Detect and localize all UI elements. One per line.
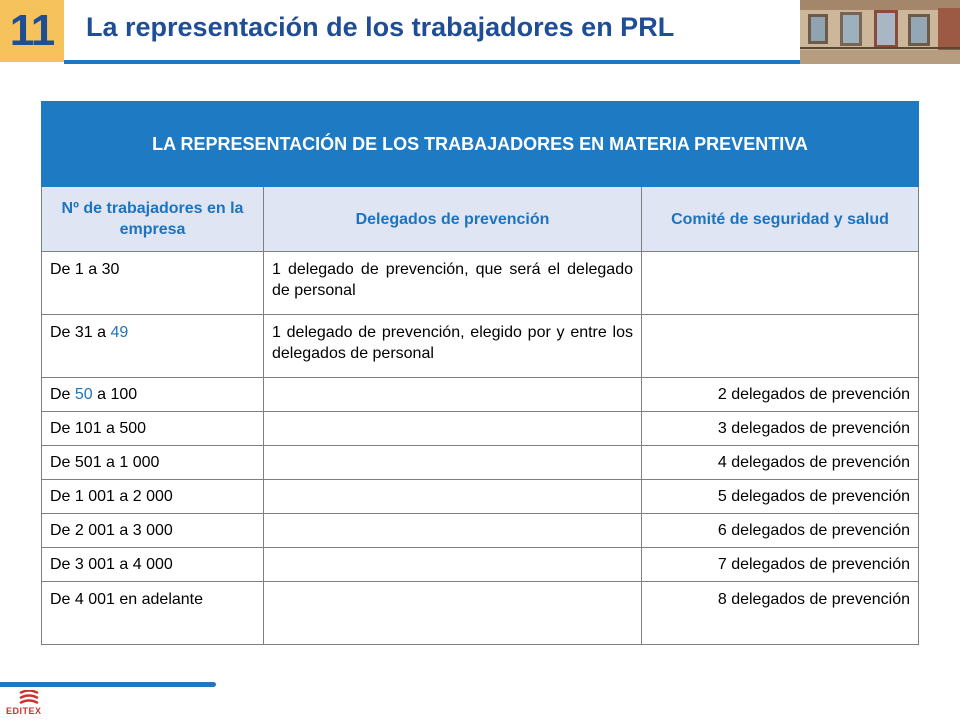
- delegates-cell: [264, 412, 642, 446]
- committee-cell: 5 delegados de prevención: [642, 480, 919, 514]
- column-header-committee: Comité de seguridad y salud: [642, 187, 919, 252]
- editex-logo: [6, 690, 66, 718]
- workers-representation-table: [41, 101, 919, 645]
- workers-range-cell: De 31 a 49: [42, 315, 264, 378]
- workers-range-cell: De 1 a 30: [42, 252, 264, 315]
- editex-logo-icon: [18, 690, 40, 706]
- table-row: [42, 514, 919, 548]
- delegates-cell: [264, 378, 642, 412]
- header-divider: [64, 60, 800, 64]
- committee-cell: [642, 315, 919, 378]
- delegates-cell: [264, 480, 642, 514]
- column-header-delegates: Delegados de prevención: [264, 187, 642, 252]
- committee-cell: 3 delegados de prevención: [642, 412, 919, 446]
- highlighted-number: 50: [74, 386, 93, 403]
- highlighted-number: 49: [110, 324, 129, 341]
- delegates-cell: [264, 548, 642, 582]
- table-row: [42, 378, 919, 412]
- committee-cell: 7 delegados de prevención: [642, 548, 919, 582]
- committee-cell: 8 delegados de prevención: [642, 582, 919, 645]
- table-row: [42, 548, 919, 582]
- table-title: LA REPRESENTACIÓN DE LOS TRABAJADORES EN MATERIA PREVENTIVA: [42, 102, 919, 187]
- workers-range-cell: De 1 001 a 2 000: [42, 480, 264, 514]
- table-row: [42, 480, 919, 514]
- table-row: [42, 412, 919, 446]
- workers-range-cell: De 4 001 en adelante: [42, 582, 264, 645]
- logo-text: EDITEX: [6, 706, 42, 716]
- column-header-workers: Nº de trabajadores en la empresa: [42, 187, 264, 252]
- delegates-cell: [264, 514, 642, 548]
- workers-range-cell: De 2 001 a 3 000: [42, 514, 264, 548]
- footer-divider: [0, 682, 216, 687]
- workers-range-cell: De 50 a 100: [42, 378, 264, 412]
- table-row: [42, 582, 919, 645]
- delegates-cell: 1 delegado de prevención, que será el delegado de personal: [264, 252, 642, 315]
- table-row: [42, 315, 919, 378]
- building-photo: [800, 0, 960, 64]
- committee-cell: [642, 252, 919, 315]
- committee-cell: 2 delegados de prevención: [642, 378, 919, 412]
- committee-cell: 6 delegados de prevención: [642, 514, 919, 548]
- workers-range-cell: De 3 001 a 4 000: [42, 548, 264, 582]
- delegates-cell: [264, 582, 642, 645]
- table-title-row: [42, 102, 919, 187]
- table-row: [42, 446, 919, 480]
- committee-cell: 4 delegados de prevención: [642, 446, 919, 480]
- page-header: [0, 0, 960, 64]
- page-title: La representación de los trabajadores en PRL: [86, 12, 675, 42]
- chapter-number-badge: 11: [0, 0, 64, 62]
- delegates-cell: 1 delegado de prevención, elegido por y entre los delegados de personal: [264, 315, 642, 378]
- table-row: [42, 252, 919, 315]
- workers-range-cell: De 101 a 500: [42, 412, 264, 446]
- workers-range-cell: De 501 a 1 000: [42, 446, 264, 480]
- table-header-row: [42, 187, 919, 252]
- delegates-cell: [264, 446, 642, 480]
